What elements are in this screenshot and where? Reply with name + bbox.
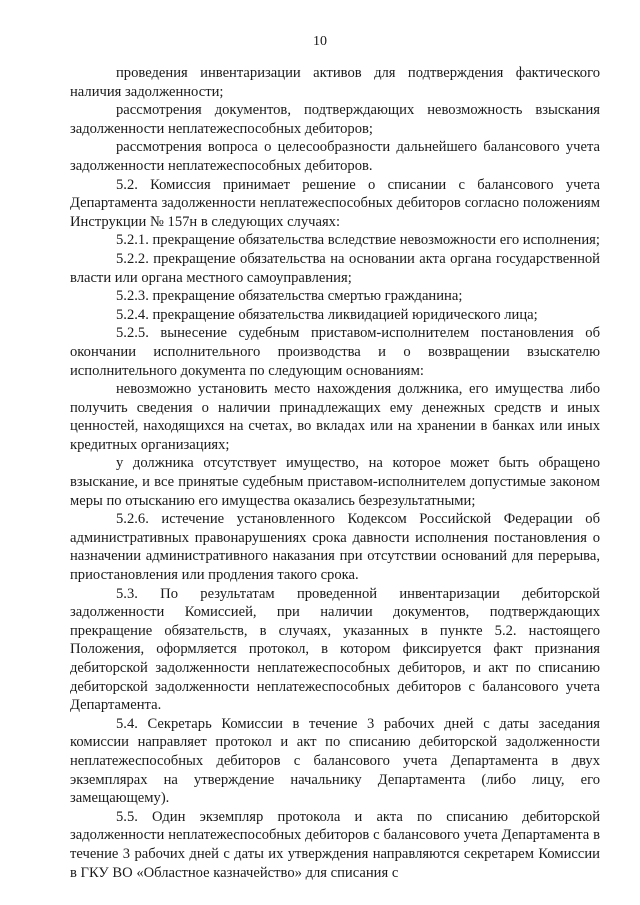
page-number: 10 bbox=[313, 34, 327, 49]
paragraph: рассмотрения документов, подтверждающих невозможность взыскания задолженности неплатежеспособных дебиторов; bbox=[70, 102, 600, 137]
paragraph: 5.2.3. прекращение обязательства смертью гражданина; bbox=[116, 288, 463, 305]
document-body bbox=[70, 64, 600, 882]
paragraph: 5.5. Один экземпляр протокола и акта по списанию дебиторской задолженности неплатежеспособных дебиторов с балансового учета Департамента в течение 3 рабочих дней с даты их утверждения направляются секретарем Комиссии в ГКУ ВО «Областное казначейство» для списания с bbox=[70, 808, 600, 881]
paragraph: невозможно установить место нахождения должника, его имущества либо получить сведения о наличии принадлежащих ему денежных средств и иных ценностей, находящихся на счетах, во вкладах или на хранении в банках или иных кредитных организациях; bbox=[70, 381, 600, 453]
paragraph: 5.3. По результатам проведенной инвентаризации дебиторской задолженности Комиссией, при наличии документов, подтверждающих прекращение обязательств, в случаях, указанных в пункте 5.2. настоящего Положения, оформляется протокол, в котором фиксируется факт признания дебиторской задолженности неплатежеспособных дебиторов, и акт по списанию дебиторской задолженности неплатежеспособных дебиторов с балансового учета Департамента. bbox=[70, 585, 600, 714]
paragraph: 5.2.2. прекращение обязательства на основании акта органа государственной власти или органа местного самоуправления; bbox=[70, 250, 600, 286]
paragraph: 5.4. Секретарь Комиссии в течение 3 рабочих дней с даты заседания комиссии направляет протокол и акт по списанию дебиторской задолженности неплатежеспособных дебиторов с балансового учета Департамента в двух экземплярах на утверждение начальнику Департамента (либо лицу, его замещающему). bbox=[70, 715, 600, 807]
paragraph: 5.2.1. прекращение обязательства вследствие невозможности его исполнения; bbox=[116, 232, 600, 249]
paragraph: рассмотрения вопроса о целесообразности дальнейшего балансового учета задолженности неплатежеспособных дебиторов. bbox=[70, 139, 600, 174]
paragraph: 5.2. Комиссия принимает решение о списании с балансового учета Департамента задолженности неплатежеспособных дебиторов согласно положениям Инструкции № 157н в следующих случаях: bbox=[70, 176, 600, 230]
paragraph: 5.2.5. вынесение судебным приставом-исполнителем постановления об окончании исполнительного производства и о возвращении взыскателю исполнительного документа по следующим основаниям: bbox=[70, 325, 600, 379]
paragraph: у должника отсутствует имущество, на которое может быть обращено взыскание, и все принятые судебным приставом-исполнителем допустимые законом меры по отысканию его имущества оказались безрезультатными; bbox=[70, 455, 600, 509]
paragraph: 5.2.4. прекращение обязательства ликвидацией юридического лица; bbox=[116, 306, 538, 323]
paragraph: 5.2.6. истечение установленного Кодексом Российской Федерации об административных правонарушениях срока давности исполнения постановления о назначении административного наказания при отсутствии оснований для перерыва, приостановления или продления такого срока. bbox=[70, 511, 600, 584]
paragraph: проведения инвентаризации активов для подтверждения фактического наличия задолженности; bbox=[70, 65, 600, 100]
